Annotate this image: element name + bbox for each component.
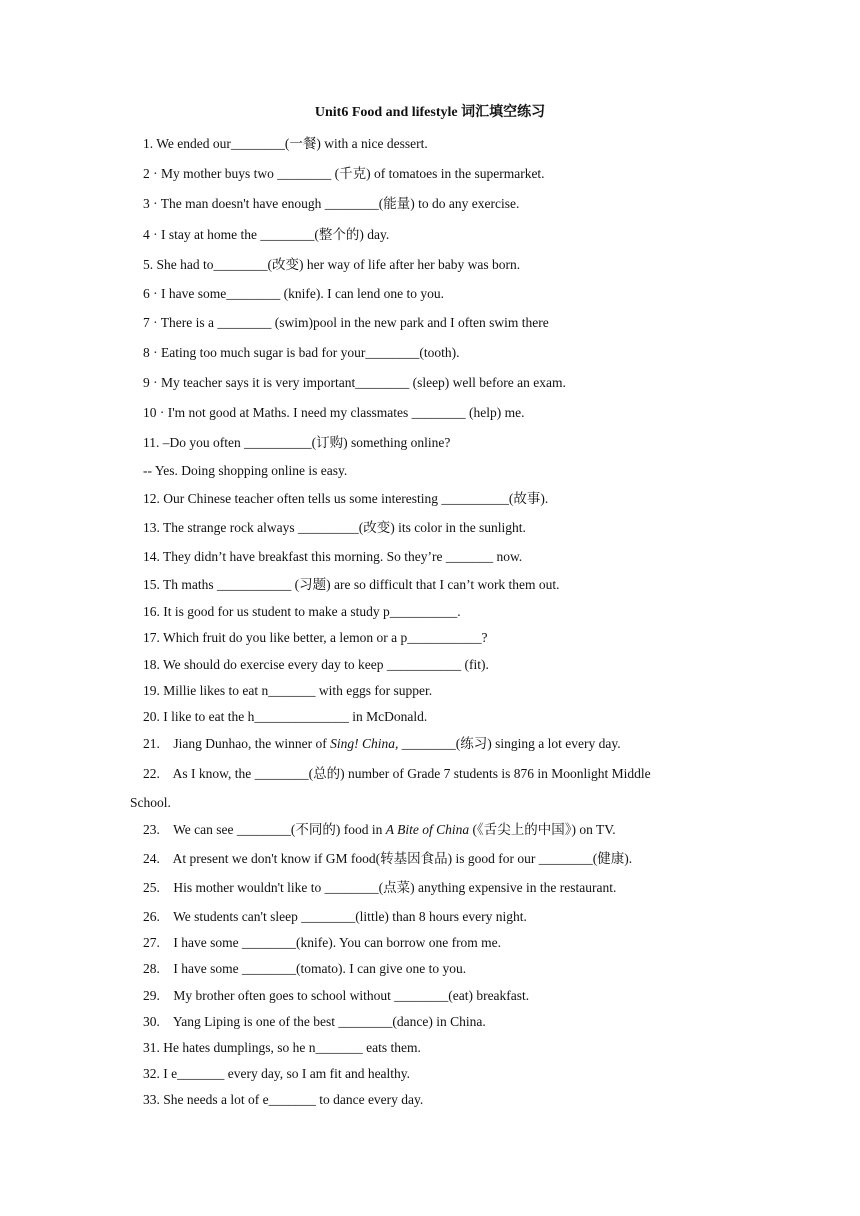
exercise-item-11: 11. –Do you often __________(订购) something online? <box>143 435 451 450</box>
item-21-pre: 21. Jiang Dunhao, the winner of <box>143 736 331 751</box>
exercise-item-10: 10 · I'm not good at Maths. I need my classmates ________ (help) me. <box>143 405 525 420</box>
exercise-item-4: 4 · I stay at home the ________(整个的) day. <box>143 227 390 242</box>
exercise-item-23 <box>143 821 616 839</box>
exercise-item-1: 1. We ended our________(一餐) with a nice dessert. <box>143 136 428 151</box>
exercise-item-25: 25. His mother wouldn't like to ________(点菜) anything expensive in the restaurant. <box>143 880 617 895</box>
exercise-item-6: 6 · I have some________ (knife). I can lend one to you. <box>143 286 445 301</box>
exercise-item-31: 31. He hates dumplings, so he n_______ eats them. <box>143 1040 421 1055</box>
exercise-item-27: 27. I have some ________(knife). You can borrow one from me. <box>143 935 502 950</box>
exercise-item-3: 3 · The man doesn't have enough ________(能量) to do any exercise. <box>143 196 520 211</box>
item-23-italic-title: A Bite of China <box>385 822 470 837</box>
exercise-item-14: 14. They didn’t have breakfast this morning. So they’re _______ now. <box>143 549 523 564</box>
exercise-item-21 <box>143 735 621 753</box>
worksheet-title: Unit6 Food and lifestyle 词汇填空练习 <box>314 105 546 120</box>
exercise-item-22: 22. As I know, the ________(总的) number of Grade 7 students is 876 in Moonlight Middle <box>143 766 651 781</box>
exercise-item-22-continued: School. <box>130 795 171 810</box>
exercise-item-7: 7 · There is a ________ (swim)pool in the new park and I often swim there <box>143 315 549 330</box>
exercise-item-29: 29. My brother often goes to school without ________(eat) breakfast. <box>143 988 530 1003</box>
exercise-item-26: 26. We students can't sleep ________(little) than 8 hours every night. <box>143 909 527 924</box>
item-23-post: (《舌尖上的中国》) on TV. <box>469 822 616 837</box>
exercise-item-32: 32. I e_______ every day, so I am fit and healthy. <box>143 1066 411 1081</box>
item-23-pre: 23. We can see ________(不同的) food in <box>143 822 386 837</box>
exercise-item-12: 12. Our Chinese teacher often tells us some interesting __________(故事). <box>143 491 549 506</box>
exercise-item-30: 30. Yang Liping is one of the best ________(dance) in China. <box>143 1014 486 1029</box>
exercise-item-2: 2 · My mother buys two ________ (千克) of tomatoes in the supermarket. <box>143 166 545 181</box>
exercise-item-8: 8 · Eating too much sugar is bad for your________(tooth). <box>143 345 460 360</box>
exercise-item-20: 20. I like to eat the h______________ in McDonald. <box>143 709 428 724</box>
exercise-item-24: 24. At present we don't know if GM food(转基因食品) is good for our ________(健康). <box>143 851 633 866</box>
exercise-item-19: 19. Millie likes to eat n_______ with eggs for supper. <box>143 683 433 698</box>
exercise-item-13: 13. The strange rock always _________(改变) its color in the sunlight. <box>143 520 526 535</box>
exercise-item-18: 18. We should do exercise every day to keep ___________ (fit). <box>143 657 489 672</box>
exercise-item-9: 9 · My teacher says it is very important________ (sleep) well before an exam. <box>143 375 566 390</box>
exercise-item-28: 28. I have some ________(tomato). I can give one to you. <box>143 961 467 976</box>
exercise-item-15: 15. Th maths ___________ (习题) are so difficult that I can’t work them out. <box>143 577 560 592</box>
item-21-post: ________(练习) singing a lot every day. <box>398 736 621 751</box>
item-21-italic-title: Sing! China, <box>330 736 399 751</box>
exercise-item-5: 5. She had to________(改变) her way of life after her baby was born. <box>143 257 521 272</box>
exercise-item-16: 16. It is good for us student to make a study p__________. <box>143 604 461 619</box>
exercise-item-11-answer: -- Yes. Doing shopping online is easy. <box>143 463 348 478</box>
exercise-item-33: 33. She needs a lot of e_______ to dance every day. <box>143 1092 424 1107</box>
exercise-item-17: 17. Which fruit do you like better, a lemon or a p___________? <box>143 630 488 645</box>
